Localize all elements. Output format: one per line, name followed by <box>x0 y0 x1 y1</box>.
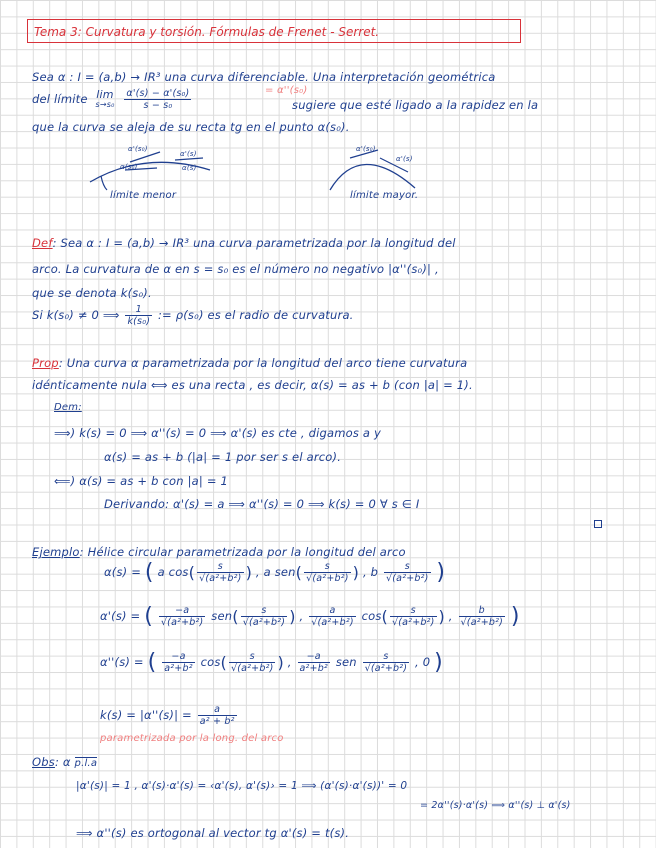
helix-frac-2 <box>304 561 351 584</box>
helix-a-cos: a cos <box>157 565 189 579</box>
ddalpha-frac-1 <box>162 651 194 674</box>
num-s: s <box>384 561 431 573</box>
den-sqrt: √(a²+b²) <box>364 663 408 674</box>
observation-label: Obs <box>32 755 55 769</box>
den-sqrt: √(a²+b²) <box>460 617 504 628</box>
radius-fraction <box>125 304 152 327</box>
sketch-left-caption: límite menor <box>110 190 177 201</box>
num-s: s <box>197 561 244 573</box>
zero-text: , 0 <box>415 655 431 669</box>
dalpha-frac-4 <box>390 605 437 628</box>
curvature-lhs: k(s) = |α''(s)| = <box>100 708 192 722</box>
dalpha-frac-3 <box>309 605 356 628</box>
den-a2b2: a²+b² <box>299 663 328 674</box>
intro-line-2-end: sugiere que esté ligado a la rapidez en la <box>292 98 539 112</box>
helix-b: , b <box>362 565 379 579</box>
definition-line-3: que se denota k(s₀). <box>32 286 152 300</box>
qed-square <box>594 520 602 528</box>
helix-ddalpha-lhs: α''(s) = <box>100 655 144 669</box>
example-line-1-text: : Hélice circular parametrizada por la longitud del arco <box>79 545 406 559</box>
dalpha-frac-1 <box>159 605 206 628</box>
radius-numerator: 1 <box>125 304 152 316</box>
num-s: s <box>363 651 410 663</box>
ddalpha-frac-2 <box>229 651 276 674</box>
curvature-fraction <box>198 704 237 727</box>
helix-ddalpha: α''(s) = ( $\frac{-a}{\text{a²+b²}}$ cos( $\frac{s}{\text{√(a²+b²)}}$ ) , $\frac{-a}{\text{a²+b²}}$ sen $\frac{s}{\text{√(a²+b²)}}$ , 0 ) <box>100 650 443 675</box>
helix-frac-1 <box>197 561 244 584</box>
helix-alpha-lhs: α(s) = <box>104 565 142 579</box>
sen-text: sen <box>335 655 357 669</box>
den-sqrt: √(a²+b²) <box>242 617 286 628</box>
den-a2b2: a²+b² <box>164 663 193 674</box>
intro-line-2 <box>32 88 193 111</box>
sketch-label-b: α'(s) <box>180 150 197 158</box>
den-sqrt: √(a²+b²) <box>199 573 242 584</box>
example-line-1 <box>32 545 406 559</box>
curvature-den: a² + b² <box>199 716 235 727</box>
cos-text: cos <box>361 609 382 623</box>
curvature-num: a <box>198 704 237 716</box>
sketch-label-b2: α'(s) <box>396 155 413 163</box>
proposition-line-2: idénticamente nula ⟺ es una recta , es decir, α(s) = as + b (con |a| = 1). <box>32 378 473 392</box>
sketch-label-a2: α'(s₀) <box>356 145 376 153</box>
ddalpha-frac-4 <box>363 651 410 674</box>
definition-line-4-end: := ρ(s₀) es el radio de curvatura. <box>157 308 354 322</box>
proposition-label: Prop <box>32 356 59 370</box>
definition-line-2: arco. La curvatura de α en s = s₀ es el número no negativo |α''(s₀)| , <box>32 262 439 276</box>
observation-head <box>32 755 97 769</box>
num-a: a <box>309 605 356 617</box>
radius-denominator: k(s₀) <box>127 316 151 327</box>
fraction-denominator: s − s₀ <box>143 100 173 111</box>
proof-line-3: ⟸) α(s) = as + b con |a| = 1 <box>54 474 229 488</box>
helix-curvature <box>100 704 239 727</box>
observation-line-2: = 2α''(s)·α'(s) ⟹ α''(s) ⊥ α'(s) <box>420 800 571 811</box>
helix-frac-3 <box>384 561 431 584</box>
proposition-line-1-text: : Una curva α parametrizada por la longitud del arco tiene curvatura <box>58 356 468 370</box>
observation-pla: p.l.a <box>74 758 98 769</box>
den-sqrt: √(a²+b²) <box>392 617 435 628</box>
sketch-label-c: α(s₀) <box>120 163 138 171</box>
den-sqrt: √(a²+b²) <box>311 617 354 628</box>
proof-label: Dem: <box>54 402 82 413</box>
lim-text: lim <box>96 87 114 101</box>
proof-line-2: α(s) = as + b (|a| = 1 por ser s el arco). <box>104 450 342 464</box>
num-neg-a: −a <box>162 651 194 663</box>
den-sqrt: √(a²+b²) <box>230 663 274 674</box>
helix-dalpha-lhs: α'(s) = <box>100 609 141 623</box>
fraction-numerator: α'(s) − α'(s₀) <box>126 88 190 99</box>
proof-line-1: ⟹) k(s) = 0 ⟹ α''(s) = 0 ⟹ α'(s) es cte , digamos a y <box>54 426 382 440</box>
lim-subscript: s→s₀ <box>95 99 115 109</box>
observation-line-3: ⟹ α''(s) es ortogonal al vector tg α'(s) = t(s). <box>76 826 350 840</box>
limit-operator <box>95 87 115 110</box>
definition-line-4-start: Si k(s₀) ≠ 0 ⟹ <box>32 308 120 322</box>
helix-a-sin: , a sen <box>255 565 296 579</box>
definition-line-1 <box>32 236 456 250</box>
definition-line-4 <box>32 304 354 327</box>
limit-equals-pink: = α''(s₀) <box>265 85 308 96</box>
example-label: Ejemplo <box>32 545 80 559</box>
page-title: Tema 3: Curvatura y torsión. Fórmulas de Frenet - Serret. <box>27 19 521 43</box>
sketch-label-a: α'(s₀) <box>128 145 148 153</box>
ddalpha-frac-3 <box>298 651 330 674</box>
den-sqrt: √(a²+b²) <box>386 573 429 584</box>
num-s: s <box>241 605 288 617</box>
observation-line-1: |α'(s)| = 1 , α'(s)·α'(s) = ‹α'(s), α'(s)› = 1 ⟹ (α'(s)·α'(s))' = 0 <box>76 780 408 792</box>
definition-line-1-text: : Sea α : I = (a,b) → IR³ una curva parametrizada por la longitud del <box>52 236 456 250</box>
sketch-label-d: α(s) <box>182 164 197 172</box>
sketch-right-caption: límite mayor. <box>350 190 419 201</box>
proposition-line-1 <box>32 356 467 370</box>
den-sqrt: √(a²+b²) <box>160 617 204 628</box>
limit-fraction <box>124 88 191 111</box>
sen-text: sen <box>211 609 233 623</box>
helix-dalpha: α'(s) = ( $\frac{-a}{\text{√(a²+b²)}}$ sen( $\frac{s}{\text{√(a²+b²)}}$ ) , $\frac{a}{\text{√(a²+b²)}}$ cos( $\frac{s}{\text{√(a²+b²)}}$ ) , $\frac{b}{\text{√(a²+b²)}}$ ) <box>100 604 520 629</box>
dalpha-frac-2 <box>241 605 288 628</box>
num-neg-a: −a <box>159 605 206 617</box>
intro-line-2-start: del límite <box>32 92 88 106</box>
den-sqrt: √(a²+b²) <box>306 573 349 584</box>
cos-text: cos <box>200 655 221 669</box>
intro-line-1: Sea α : I = (a,b) → IR³ una curva diferenciable. Una interpretación geométrica <box>32 70 496 84</box>
dalpha-frac-5 <box>459 605 506 628</box>
num-s: s <box>390 605 437 617</box>
intro-line-3: que la curva se aleja de su recta tg en el punto α(s₀). <box>32 120 350 134</box>
num-neg-a: −a <box>298 651 330 663</box>
helix-alpha: α(s) = ( a cos( $\frac{s}{\text{√(a²+b²)}}$ ) , a sen( $\frac{s}{\text{√(a²+b²)}}$ ) , b $\frac{s}{\text{√(a²+b²)}}$ ) <box>104 560 446 585</box>
num-s: s <box>229 651 276 663</box>
observation-alpha: : α <box>54 755 71 769</box>
num-b: b <box>459 605 506 617</box>
pink-note: parametrizada por la long. del arco <box>100 733 284 744</box>
proof-line-4: Derivando: α'(s) = a ⟹ α''(s) = 0 ⟹ k(s) = 0 ∀ s ∈ I <box>104 497 420 511</box>
definition-label: Def <box>32 236 53 250</box>
num-s: s <box>304 561 351 573</box>
